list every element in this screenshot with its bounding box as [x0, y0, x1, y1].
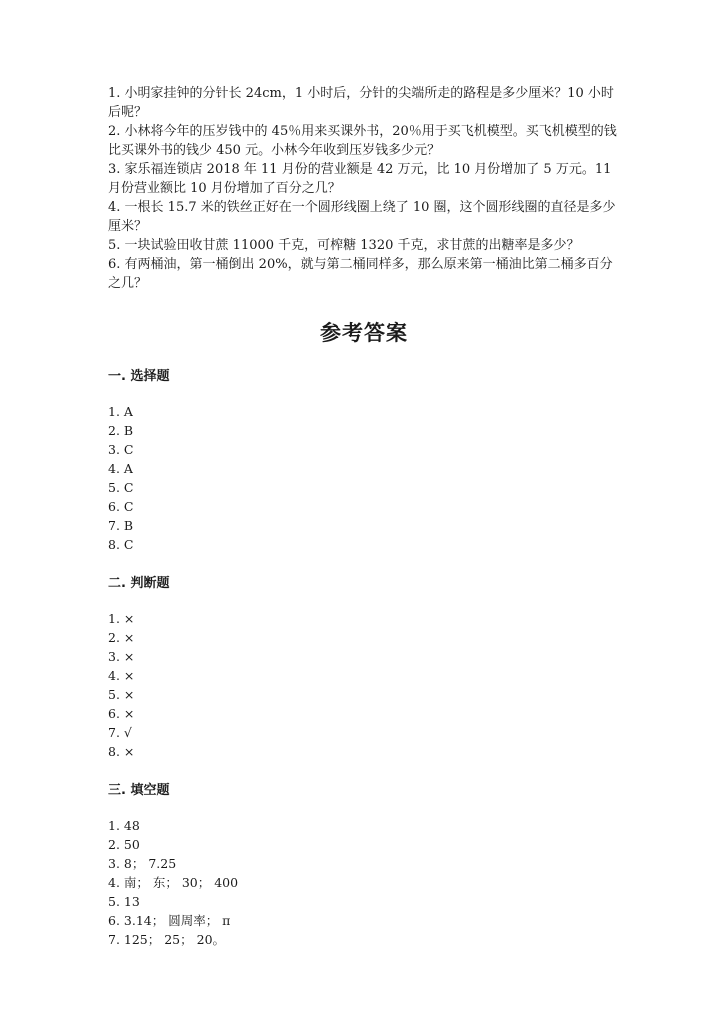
- problem-item: 1. 小明家挂钟的分针长 24cm，1 小时后，分针的尖端所走的路程是多少厘米？10 小时后呢？: [108, 86, 614, 120]
- answer-key-title: 参考答案: [320, 321, 408, 345]
- answer-item: 3. 8； 7.25: [108, 856, 177, 871]
- problem-list: [108, 84, 620, 293]
- answer-item: 7. √: [108, 725, 132, 740]
- answer-item: 3. ×: [108, 649, 135, 664]
- answer-item: 6. 3.14； 圆周率； π: [108, 913, 231, 928]
- section-true-false: [108, 572, 620, 761]
- answer-item: 1. A: [108, 404, 133, 419]
- answer-item: 5. ×: [108, 687, 135, 702]
- answer-item: 5. C: [108, 480, 134, 495]
- answer-item: 8. ×: [108, 744, 135, 759]
- answer-item: 7. 125； 25； 20。: [108, 932, 226, 947]
- answer-list: [108, 816, 620, 949]
- answer-item: 2. B: [108, 423, 134, 438]
- answer-item: 6. C: [108, 499, 134, 514]
- problem-item: 4. 一根长 15.7 米的铁丝正好在一个圆形线圈上绕了 10 圈，这个圆形线圈的直径是多少厘米？: [108, 200, 616, 234]
- problem-item: 2. 小林将今年的压岁钱中的 45％用来买课外书，20％用于买飞机模型。买飞机模型的钱比买课外书的钱少 450 元。小林今年收到压岁钱多少元？: [108, 124, 617, 158]
- answer-list: [108, 402, 620, 554]
- answer-item: 4. A: [108, 461, 133, 476]
- document-page: [108, 84, 620, 967]
- section-title: 二. 判断题: [108, 576, 170, 591]
- problem-item: 3. 家乐福连锁店 2018 年 11 月份的营业额是 42 万元，比 10 月份增加了 5 万元。11 月份营业额比 10 月份增加了百分之几？: [108, 162, 612, 196]
- answer-item: 7. B: [108, 518, 134, 533]
- answer-list: [108, 609, 620, 761]
- section-multiple-choice: [108, 365, 620, 554]
- section-fill-in: [108, 779, 620, 949]
- answer-item: 8. C: [108, 537, 134, 552]
- answer-item: 4. 南； 东； 30； 400: [108, 875, 239, 890]
- answer-item: 3. C: [108, 442, 134, 457]
- section-title: 三. 填空题: [108, 783, 170, 798]
- problem-item: 6. 有两桶油，第一桶倒出 20%，就与第二桶同样多，那么原来第一桶油比第二桶多百分之几？: [108, 257, 613, 291]
- answer-item: 5. 13: [108, 894, 140, 909]
- problem-item: 5. 一块试验田收甘蔗 11000 千克，可榨糖 1320 千克，求甘蔗的出糖率是多少？: [108, 238, 580, 253]
- section-title: 一. 选择题: [108, 369, 170, 384]
- answer-item: 4. ×: [108, 668, 135, 683]
- answer-item: 2. ×: [108, 630, 135, 645]
- answer-item: 1. 48: [108, 818, 140, 833]
- answer-item: 1. ×: [108, 611, 135, 626]
- answer-item: 2. 50: [108, 837, 140, 852]
- answer-item: 6. ×: [108, 706, 135, 721]
